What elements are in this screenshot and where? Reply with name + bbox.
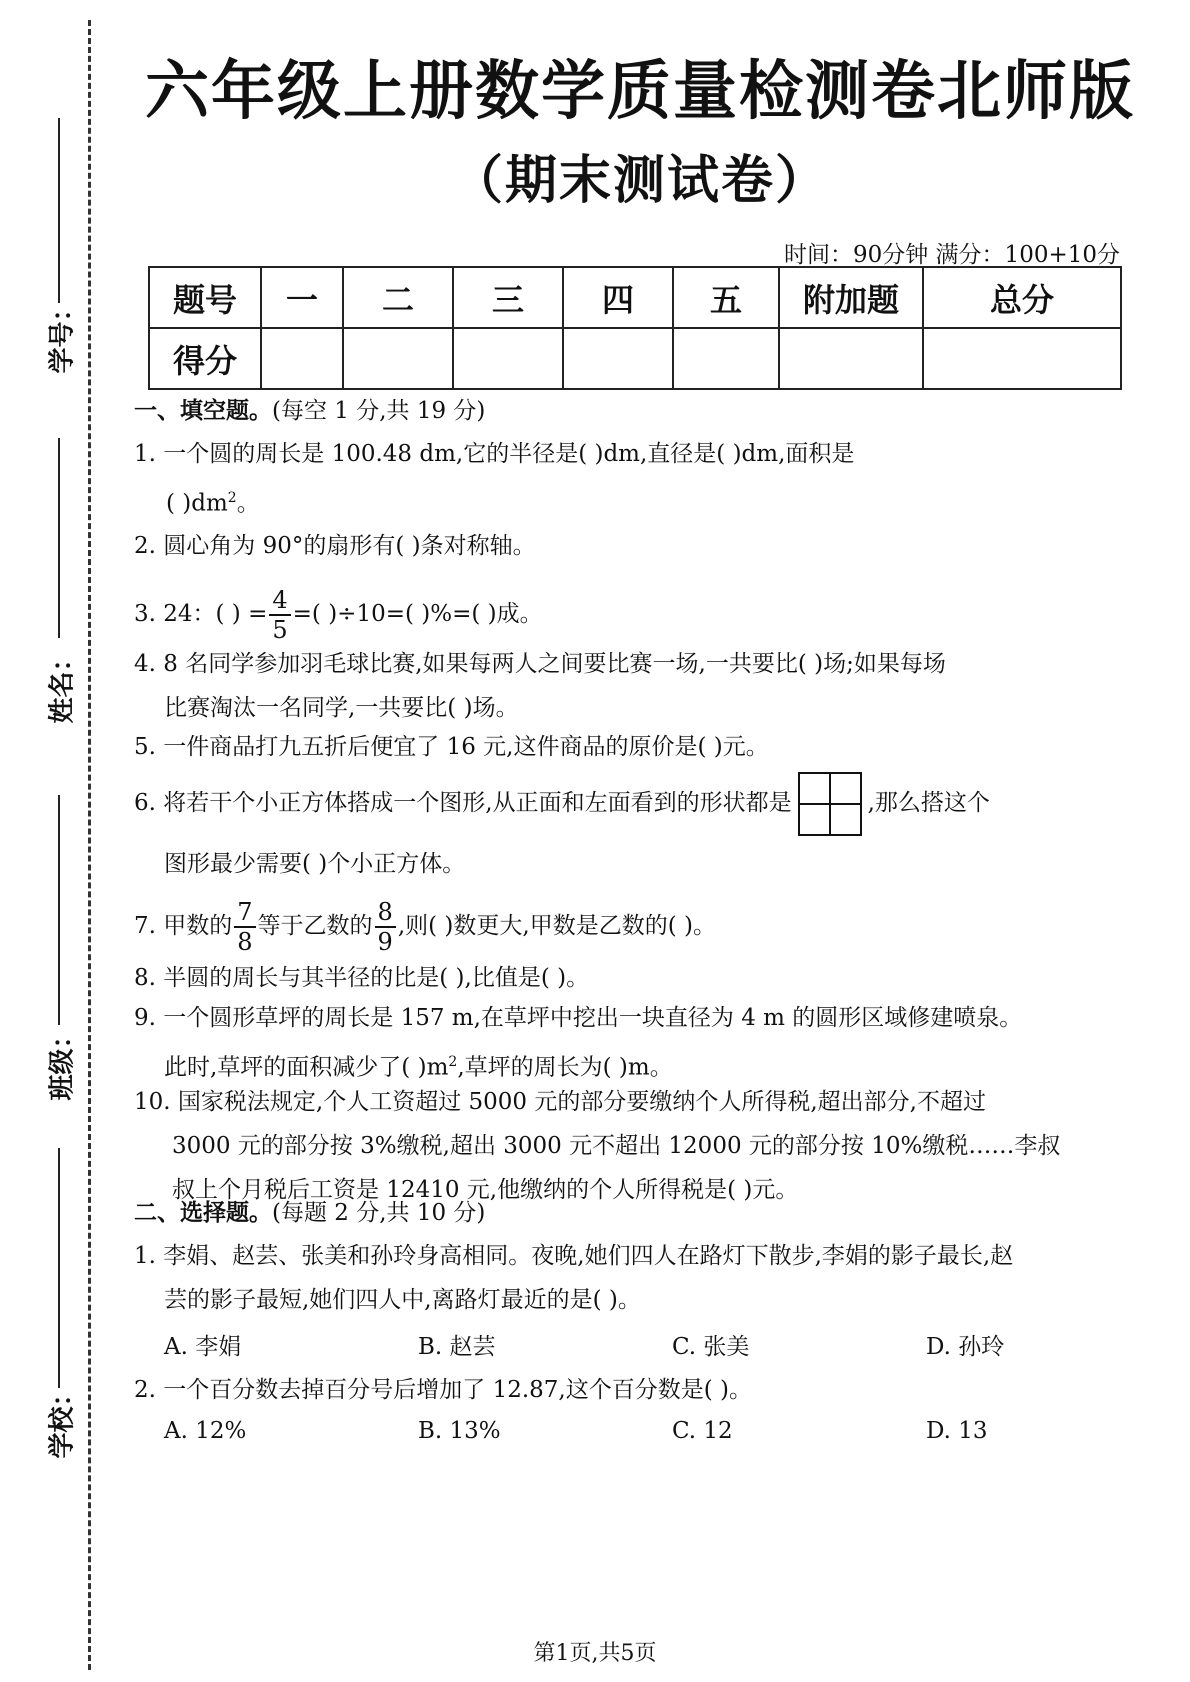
s1-q9-line1: 9. 一个圆形草坪的周长是 157 m,在草坪中挖出一块直径为 4 m 的圆形区域修建喷泉。	[134, 1005, 1023, 1031]
s1-question-2: 2. 圆心角为 90°的扇形有( )条对称轴。	[134, 533, 536, 559]
score-cell[interactable]	[453, 328, 563, 389]
s1-q6-line2: 图形最少需要( )个小正方体。	[164, 851, 466, 877]
section2-heading	[134, 1198, 485, 1228]
s1-q9-line2-a: 此时,草坪的面积减少了( )m	[164, 1054, 449, 1081]
s1-question-8: 8. 半圆的周长与其半径的比是( ),比值是( )。	[134, 965, 590, 991]
s1-q1-end: 。	[236, 490, 260, 517]
page-title: 六年级上册数学质量检测卷北师版	[145, 54, 1135, 129]
score-header-cell: 三	[453, 267, 563, 328]
section2-title: 二、选择题。	[134, 1199, 272, 1226]
s2-q1-line1: 1. 李娟、赵芸、张美和孙玲身高相同。夜晚,她们四人在路灯下散步,李娟的影子最长,赵	[134, 1243, 1014, 1269]
page-subtitle: （期末测试卷）	[450, 150, 829, 211]
s1-q9-line2-b: ,草坪的周长为( )m。	[457, 1054, 673, 1081]
s1-q7-numerator-2: 8	[375, 898, 396, 928]
name-label: 姓名：	[47, 645, 78, 724]
s1-q1-sup: 2	[227, 490, 237, 506]
s1-q7-denominator-1: 8	[237, 928, 253, 956]
option-a[interactable]: A. 李娟	[164, 1334, 242, 1360]
s1-q7-fraction-1	[234, 898, 255, 956]
s1-q10-line2: 3000 元的部分按 3%缴税,超出 3000 元不超出 12000 元的部分按 10%缴税……李叔	[172, 1133, 1061, 1159]
s1-q4-line1: 4. 8 名同学参加羽毛球比赛,如果每两人之间要比赛一场,一共要比( )场;如果每场	[134, 651, 946, 677]
score-table	[148, 266, 1122, 390]
section2-note: (每题 2 分,共 10 分)	[272, 1200, 486, 1226]
score-cell[interactable]	[673, 328, 779, 389]
score-cell[interactable]	[779, 328, 923, 389]
s1-q6-part-a: 6. 将若干个小正方体搭成一个图形,从正面和左面看到的形状都是	[134, 790, 792, 816]
s2-q1-line2: 芸的影子最短,她们四人中,离路灯最近的是( )。	[164, 1287, 641, 1313]
option-c[interactable]: C. 张美	[672, 1334, 750, 1360]
class-line	[58, 795, 60, 1025]
student-id-line	[58, 118, 60, 303]
s1-q3-part-a: 3. 24：( ) =	[134, 601, 268, 627]
two-by-two-grid-figure	[798, 772, 862, 836]
s2-question-2: 2. 一个百分数去掉百分号后增加了 12.87,这个百分数是( )。	[134, 1377, 752, 1403]
score-cell[interactable]	[261, 328, 343, 389]
s1-q9-sup: 2	[448, 1054, 458, 1070]
option-d[interactable]: D. 13	[926, 1418, 988, 1444]
s1-question-6	[134, 772, 990, 836]
score-cell[interactable]	[563, 328, 673, 389]
score-table-header-row	[149, 267, 1121, 328]
s1-question-7	[134, 898, 716, 956]
s1-question-1	[134, 432, 854, 526]
score-header-cell: 题号	[149, 267, 261, 328]
s1-q10-line1: 10. 国家税法规定,个人工资超过 5000 元的部分要缴纳个人所得税,超出部分,不超过	[134, 1089, 986, 1115]
s1-question-3	[134, 586, 543, 644]
score-header-cell: 五	[673, 267, 779, 328]
s1-q3-part-b: =( )÷10=( )%=( )成。	[292, 601, 543, 627]
section1-title: 一、填空题。	[134, 397, 272, 424]
s1-q1-line2-text: ( )dm	[166, 490, 228, 517]
s1-question-4	[134, 642, 946, 730]
s1-q1-line1: 1. 一个圆的周长是 100.48 dm,它的半径是( )dm,直径是( )dm,面积是	[134, 441, 855, 467]
s1-q7-part-a: 7. 甲数的	[134, 913, 233, 939]
s1-q1-line2	[134, 476, 854, 526]
score-header-cell: 四	[563, 267, 673, 328]
exam-meta: 时间：90分钟 满分：100+10分	[783, 242, 1120, 268]
binding-dashed-line	[88, 20, 91, 1670]
s1-q10-line3: 叔上个月税后工资是 12410 元,他缴纳的个人所得税是( )元。	[172, 1177, 799, 1203]
section1-heading	[134, 396, 485, 426]
score-row-label: 得分	[149, 328, 261, 389]
score-header-cell: 附加题	[779, 267, 923, 328]
option-a[interactable]: A. 12%	[164, 1418, 247, 1444]
section1-note: (每空 1 分,共 19 分)	[272, 398, 486, 424]
s1-q3-fraction	[269, 586, 290, 644]
s1-q7-fraction-2	[375, 898, 396, 956]
score-header-cell: 一	[261, 267, 343, 328]
s1-q6-part-b: ,那么搭这个	[867, 790, 990, 816]
school-label: 学校：	[47, 1380, 78, 1459]
s1-question-10	[134, 1080, 1060, 1212]
score-table-score-row	[149, 328, 1121, 389]
student-id-label: 学号：	[47, 295, 78, 374]
option-d[interactable]: D. 孙玲	[926, 1334, 1005, 1360]
s1-q7-part-b: 等于乙数的	[257, 913, 373, 939]
s1-question-5: 5. 一件商品打九五折后便宜了 16 元,这件商品的原价是( )元。	[134, 734, 769, 760]
option-b[interactable]: B. 赵芸	[418, 1334, 496, 1360]
s1-q7-part-c: ,则( )数更大,甲数是乙数的( )。	[397, 913, 716, 939]
option-b[interactable]: B. 13%	[418, 1418, 501, 1444]
score-header-cell: 总分	[923, 267, 1121, 328]
name-line	[58, 438, 60, 638]
s1-q3-denominator: 5	[272, 616, 288, 644]
class-label: 班级：	[47, 1022, 78, 1101]
school-line	[58, 1148, 60, 1388]
s1-question-9	[134, 996, 1022, 1090]
s1-q4-line2: 比赛淘汰一名同学,一共要比( )场。	[164, 695, 519, 721]
s2-question-1	[134, 1234, 1013, 1322]
option-c[interactable]: C. 12	[672, 1418, 733, 1444]
score-header-cell: 二	[343, 267, 453, 328]
score-cell[interactable]	[343, 328, 453, 389]
score-cell[interactable]	[923, 328, 1121, 389]
page-footer: 第1页,共5页	[533, 1641, 657, 1666]
s1-q7-numerator-1: 7	[234, 898, 255, 928]
s1-q3-numerator: 4	[269, 586, 290, 616]
s1-q7-denominator-2: 9	[377, 928, 393, 956]
